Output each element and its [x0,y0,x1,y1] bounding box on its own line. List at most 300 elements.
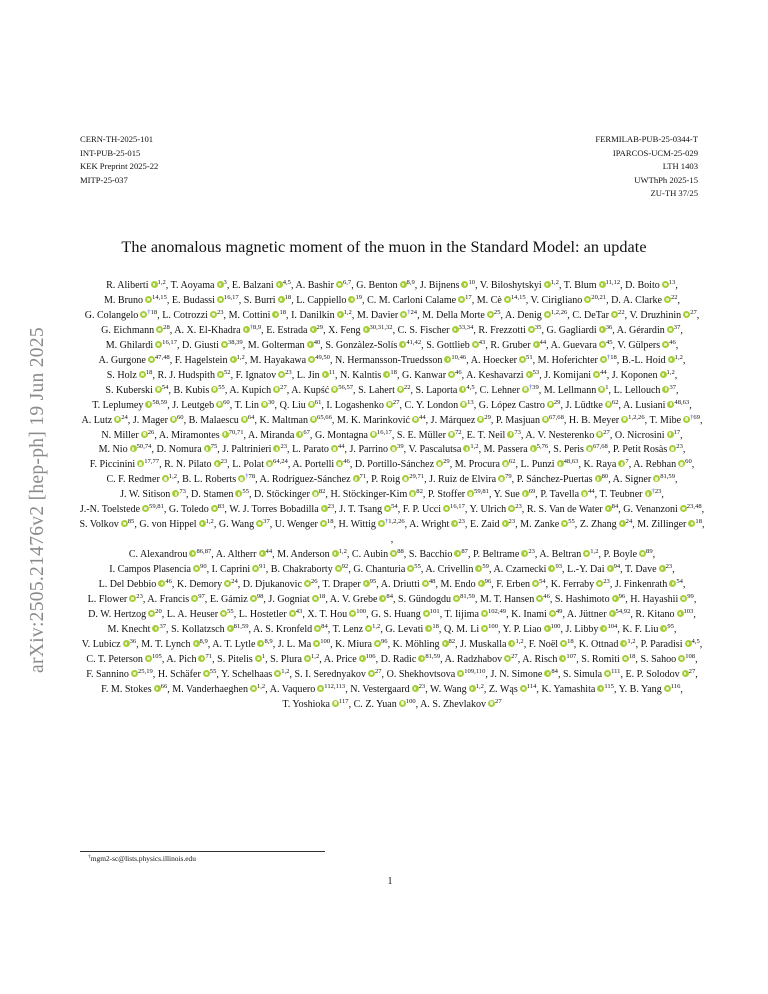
orcid-icon[interactable] [365,625,372,632]
orcid-icon[interactable] [314,625,321,632]
affiliation-superscript [690,414,700,421]
orcid-icon[interactable] [622,655,629,662]
orcid-icon[interactable] [560,640,567,647]
orcid-icon[interactable] [659,565,666,572]
orcid-icon[interactable] [669,445,676,452]
orcid-icon[interactable] [170,416,177,423]
orcid-icon[interactable] [668,356,675,363]
orcid-icon[interactable] [217,281,224,288]
affiliation-numbers: 111 [611,667,621,675]
orcid-icon[interactable] [189,550,196,557]
orcid-icon[interactable] [459,386,466,393]
orcid-icon[interactable] [278,296,285,303]
orcid-icon[interactable] [210,311,217,318]
orcid-icon[interactable] [412,685,419,692]
orcid-icon[interactable] [477,416,484,423]
author-name: L. Cappiello [296,294,347,306]
orcid-icon[interactable] [193,565,200,572]
orcid-icon[interactable] [211,505,218,512]
affiliation-superscript [206,518,214,525]
affiliation-numbers: 30,31,32 [369,323,393,331]
orcid-icon[interactable] [593,371,600,378]
orcid-icon[interactable] [609,610,616,617]
orcid-icon[interactable] [123,640,130,647]
orcid-icon[interactable] [203,670,210,677]
affiliation-numbers: 20 [155,607,162,615]
orcid-icon[interactable] [308,356,315,363]
affiliation-numbers: 23 [136,593,143,601]
orcid-icon[interactable] [317,685,324,692]
affiliation-numbers: 37 [263,518,270,526]
orcid-icon[interactable] [544,670,551,677]
author-name: J. Lüdtke [565,399,603,411]
orcid-icon[interactable] [337,311,344,318]
orcid-icon[interactable] [379,595,386,602]
orcid-icon[interactable] [457,670,464,677]
orcid-icon[interactable] [148,610,155,617]
orcid-icon[interactable] [418,655,425,662]
affiliation-numbers: 22 [670,293,678,301]
affiliation-superscript [324,683,345,690]
orcid-icon[interactable] [530,445,537,452]
orcid-icon[interactable] [276,281,283,288]
orcid-icon[interactable] [227,625,234,632]
orcid-icon[interactable] [454,550,461,557]
author-name: V. Cirigliano [530,294,583,306]
orcid-icon[interactable] [532,580,539,587]
orcid-icon[interactable] [121,520,128,527]
orcid-icon[interactable] [618,460,625,467]
orcid-icon[interactable] [390,550,397,557]
orcid-icon[interactable] [378,520,385,527]
author-entry [520,519,575,530]
orcid-icon[interactable] [423,610,430,617]
affiliation-superscript [329,369,335,376]
orcid-icon[interactable] [478,580,485,587]
orcid-icon[interactable] [549,610,556,617]
orcid-icon[interactable] [142,505,149,512]
author-name: L. Lellouch [613,384,661,396]
orcid-icon[interactable] [217,296,224,303]
orcid-icon[interactable] [252,565,259,572]
orcid-icon[interactable] [621,416,628,423]
orcid-icon[interactable] [448,431,455,438]
affiliation-numbers: 18 [390,368,397,376]
orcid-icon[interactable] [488,700,495,707]
orcid-icon[interactable] [353,475,360,482]
affiliation-superscript [676,443,683,450]
orcid-icon[interactable] [619,520,626,527]
orcid-icon[interactable] [600,356,607,363]
orcid-icon[interactable] [561,520,568,527]
orcid-icon[interactable] [335,565,342,572]
orcid-icon[interactable] [220,610,227,617]
affiliation-numbers: 83 [217,503,225,511]
affiliation-superscript [283,279,291,286]
affiliation-superscript [356,608,366,615]
orcid-icon[interactable] [620,640,627,647]
orcid-icon[interactable] [152,625,159,632]
author-name: I. Campos Plasencia [109,564,192,576]
orcid-icon[interactable] [198,655,205,662]
orcid-icon[interactable] [645,490,652,497]
corresponding-author-dagger[interactable]: † [384,518,389,526]
orcid-icon[interactable] [359,655,366,662]
author-name: G. S. Huang [371,608,421,620]
contact-email[interactable]: mgm2-sc@lists.physics.illinois.edu [90,854,196,863]
orcid-icon[interactable] [639,550,646,557]
orcid-icon[interactable] [250,595,257,602]
orcid-icon[interactable] [475,565,482,572]
orcid-icon[interactable] [363,326,370,333]
corresponding-author-dagger[interactable]: † [407,308,411,316]
orcid-icon[interactable] [191,595,198,602]
orcid-icon[interactable] [662,386,669,393]
orcid-icon[interactable] [336,281,343,288]
orcid-icon[interactable] [451,520,458,527]
orcid-icon[interactable] [140,311,147,318]
orcid-icon[interactable] [662,341,669,348]
orcid-icon[interactable] [586,445,593,452]
author-entry [623,504,701,515]
orcid-icon[interactable] [508,505,515,512]
orcid-icon[interactable] [313,640,320,647]
orcid-icon[interactable] [461,281,468,288]
orcid-icon[interactable] [504,655,511,662]
orcid-icon[interactable] [448,371,455,378]
orcid-icon[interactable] [469,685,476,692]
orcid-icon[interactable] [273,445,280,452]
affiliation-numbers: 16,17 [162,338,178,346]
author-name: P. Petit Rosàs [612,444,668,456]
author-entry [340,370,397,381]
orcid-icon[interactable] [600,625,607,632]
orcid-icon[interactable] [400,311,407,318]
affiliation-superscript [234,623,249,630]
orcid-icon[interactable] [129,595,136,602]
orcid-icon[interactable] [422,580,429,587]
orcid-icon[interactable] [664,296,671,303]
orcid-icon[interactable] [583,550,590,557]
orcid-icon[interactable] [611,311,618,318]
orcid-icon[interactable] [442,640,449,647]
orcid-icon[interactable] [685,640,692,647]
orcid-icon[interactable] [145,655,152,662]
orcid-icon[interactable] [257,640,264,647]
orcid-icon[interactable] [255,655,262,662]
orcid-icon[interactable] [321,505,328,512]
orcid-icon[interactable] [307,341,314,348]
orcid-icon[interactable] [154,685,161,692]
orcid-icon[interactable] [682,670,689,677]
orcid-icon[interactable] [452,326,459,333]
orcid-icon[interactable] [443,505,450,512]
orcid-icon[interactable] [162,475,169,482]
orcid-icon[interactable] [131,670,138,677]
orcid-icon[interactable] [211,386,218,393]
author-entry [250,355,330,366]
orcid-icon[interactable] [274,670,281,677]
orcid-icon[interactable] [312,595,319,602]
orcid-icon[interactable] [581,490,588,497]
orcid-icon[interactable] [544,625,551,632]
orcid-icon[interactable] [221,341,228,348]
orcid-icon[interactable] [548,565,555,572]
orcid-icon[interactable] [224,580,231,587]
orcid-icon[interactable] [660,371,667,378]
author-entry [622,355,683,366]
orcid-icon[interactable] [261,401,268,408]
orcid-icon[interactable] [481,610,488,617]
orcid-icon[interactable] [680,595,687,602]
affiliation-numbers: 100 [488,622,499,630]
orcid-icon[interactable] [332,700,339,707]
corresponding-author-dagger[interactable]: † [147,308,151,316]
orcid-icon[interactable] [453,595,460,602]
orcid-icon[interactable] [597,685,604,692]
orcid-icon[interactable] [436,460,443,467]
orcid-icon[interactable] [310,416,317,423]
orcid-icon[interactable] [458,296,465,303]
orcid-icon[interactable] [667,431,674,438]
orcid-icon[interactable] [598,386,605,393]
orcid-icon[interactable] [397,386,404,393]
affiliation-numbers: 82 [416,488,423,496]
author-entry [358,385,410,396]
orcid-icon[interactable] [155,386,162,393]
orcid-icon[interactable] [400,281,407,288]
orcid-icon[interactable] [507,431,514,438]
affiliation-superscript [377,429,392,436]
author-name: A. Czarnecki [493,564,547,576]
orcid-icon[interactable] [363,580,370,587]
orcid-icon[interactable] [605,401,612,408]
orcid-icon[interactable] [331,445,338,452]
orcid-icon[interactable] [680,505,687,512]
orcid-icon[interactable] [235,490,242,497]
orcid-icon[interactable] [522,386,529,393]
orcid-icon[interactable] [304,655,311,662]
orcid-icon[interactable] [308,401,315,408]
orcid-icon[interactable] [266,460,273,467]
orcid-icon[interactable] [669,580,676,587]
orcid-icon[interactable] [595,475,602,482]
orcid-icon[interactable] [312,490,319,497]
orcid-icon[interactable] [502,520,509,527]
affiliation-numbers: 100 [550,622,561,630]
orcid-icon[interactable] [660,625,667,632]
orcid-icon[interactable] [151,281,158,288]
orcid-icon[interactable] [217,371,224,378]
orcid-icon[interactable] [256,520,263,527]
affiliation-superscript [459,324,474,331]
orcid-icon[interactable] [320,520,327,527]
orcid-icon[interactable] [322,371,329,378]
orcid-icon[interactable] [481,625,488,632]
orcid-icon[interactable] [273,386,280,393]
orcid-icon[interactable] [678,460,685,467]
corresponding-author-dagger[interactable]: † [690,413,694,421]
orcid-icon[interactable] [204,445,211,452]
orcid-icon[interactable] [536,595,543,602]
author-entry [330,594,393,605]
orcid-icon[interactable] [412,416,419,423]
orcid-icon[interactable] [544,311,551,318]
orcid-icon[interactable] [139,371,146,378]
orcid-icon[interactable] [528,326,535,333]
corresponding-author-dagger[interactable]: † [249,323,253,331]
orcid-icon[interactable] [155,341,162,348]
affiliation-numbers: 95 [667,622,674,630]
orcid-icon[interactable] [605,505,612,512]
orcid-icon[interactable] [460,401,467,408]
orcid-icon[interactable] [399,341,406,348]
affiliation-numbers: 61 [314,398,322,406]
orcid-icon[interactable] [584,296,591,303]
orcid-icon[interactable] [145,401,152,408]
orcid-icon[interactable] [370,431,377,438]
orcid-icon[interactable] [533,341,540,348]
author-entry [397,430,462,441]
orcid-icon[interactable] [508,640,515,647]
orcid-icon[interactable] [487,311,494,318]
orcid-icon[interactable] [241,416,248,423]
orcid-icon[interactable] [141,431,148,438]
orcid-icon[interactable] [596,580,603,587]
affiliation-superscript [257,683,265,690]
orcid-icon[interactable] [114,416,121,423]
orcid-icon[interactable] [559,655,566,662]
orcid-icon[interactable] [374,640,381,647]
author-name: I. Caprini [211,564,251,576]
orcid-icon[interactable] [526,371,533,378]
orcid-icon[interactable] [348,296,355,303]
orcid-icon[interactable] [683,416,690,423]
orcid-icon[interactable] [520,685,527,692]
orcid-icon[interactable] [402,475,409,482]
orcid-icon[interactable] [502,460,509,467]
orcid-icon[interactable] [230,356,237,363]
orcid-icon[interactable] [310,326,317,333]
orcid-icon[interactable] [222,431,229,438]
affiliation-numbers: 3 [223,279,227,286]
orcid-icon[interactable] [547,401,554,408]
orcid-icon[interactable] [145,296,152,303]
orcid-icon[interactable] [243,326,250,333]
orcid-icon[interactable] [522,490,529,497]
corresponding-author-dagger[interactable]: † [245,473,249,481]
orcid-icon[interactable] [399,700,406,707]
orcid-icon[interactable] [278,371,285,378]
author-name: S. Laporta [415,384,458,396]
orcid-icon[interactable] [368,670,375,677]
orcid-icon[interactable] [384,505,391,512]
orcid-icon[interactable] [296,431,303,438]
affiliation-numbers: 23 [220,458,228,466]
author-entry [232,280,291,291]
orcid-icon[interactable] [172,490,179,497]
orcid-icon[interactable] [137,460,144,467]
orcid-icon[interactable] [662,281,669,288]
orcid-icon[interactable] [521,550,528,557]
orcid-icon[interactable] [214,460,221,467]
orcid-icon[interactable] [336,460,343,467]
orcid-icon[interactable] [607,565,614,572]
orcid-icon[interactable] [349,610,356,617]
orcid-icon[interactable] [688,520,695,527]
corresponding-author-dagger[interactable]: † [606,353,611,361]
orcid-icon[interactable] [156,326,163,333]
orcid-icon[interactable] [332,550,339,557]
orcid-icon[interactable] [667,401,674,408]
orcid-icon[interactable] [504,296,511,303]
orcid-icon[interactable] [289,610,296,617]
orcid-icon[interactable] [386,401,393,408]
orcid-icon[interactable] [158,580,165,587]
orcid-icon[interactable] [331,386,338,393]
orcid-icon[interactable] [383,371,390,378]
corresponding-author-dagger[interactable]: † [528,383,533,391]
orcid-icon[interactable] [472,341,479,348]
affiliation-numbers: 62 [508,458,516,466]
orcid-icon[interactable] [544,281,551,288]
author-entry [615,579,683,590]
orcid-icon[interactable] [444,356,451,363]
orcid-icon[interactable] [467,490,474,497]
orcid-icon[interactable] [677,610,684,617]
corresponding-author-dagger[interactable]: † [651,488,655,496]
orcid-icon[interactable] [599,326,606,333]
author-entry [85,310,157,321]
orcid-icon[interactable] [425,625,432,632]
orcid-icon[interactable] [683,311,690,318]
orcid-icon[interactable] [250,685,257,692]
orcid-icon[interactable] [612,595,619,602]
orcid-icon[interactable] [542,416,549,423]
affiliation-superscript [266,548,273,555]
orcid-icon[interactable] [604,670,611,677]
orcid-icon[interactable] [199,520,206,527]
orcid-icon[interactable] [498,475,505,482]
orcid-icon[interactable] [678,655,685,662]
author-name: H. Wittig [338,519,376,531]
orcid-icon[interactable] [409,490,416,497]
orcid-icon[interactable] [664,685,671,692]
orcid-icon[interactable] [304,580,311,587]
orcid-icon[interactable] [519,356,526,363]
orcid-icon[interactable] [148,356,155,363]
orcid-icon[interactable] [596,431,603,438]
orcid-icon[interactable] [599,341,606,348]
author-name: C. Lehner [479,384,520,396]
orcid-icon[interactable] [557,460,564,467]
orcid-icon[interactable] [390,445,397,452]
orcid-icon[interactable] [216,401,223,408]
orcid-icon[interactable] [653,475,660,482]
orcid-icon[interactable] [599,281,606,288]
author-entry [270,654,319,665]
orcid-icon[interactable] [130,445,137,452]
orcid-icon[interactable] [193,640,200,647]
orcid-icon[interactable] [272,311,279,318]
orcid-icon[interactable] [667,326,674,333]
orcid-icon[interactable] [238,475,245,482]
orcid-icon[interactable] [407,565,414,572]
orcid-icon[interactable] [463,445,470,452]
affiliation-numbers: 44 [265,548,273,556]
orcid-icon[interactable] [259,550,266,557]
affiliation-numbers: 1,2 [666,368,675,376]
